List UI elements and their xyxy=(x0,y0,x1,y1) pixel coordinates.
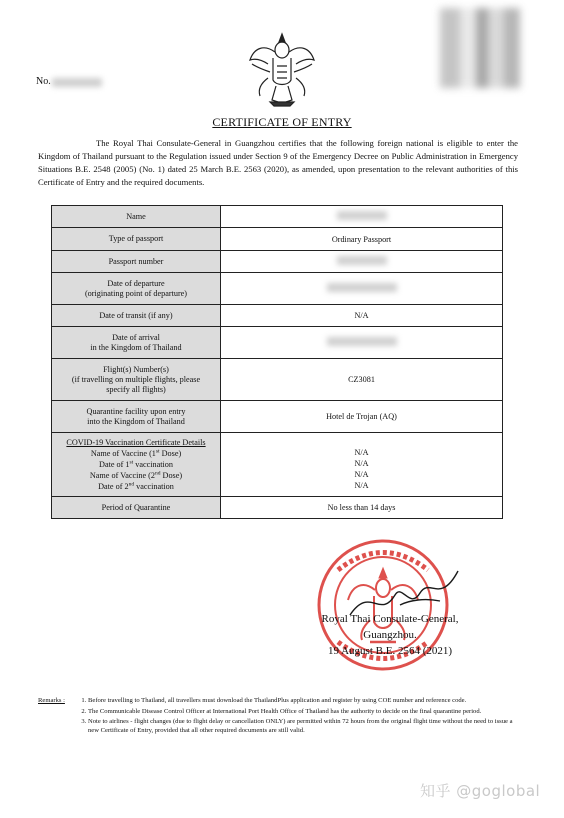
remarks-section xyxy=(38,697,518,737)
flight-label-line1: Flight(s) Number(s) xyxy=(103,364,169,374)
certificate-table xyxy=(51,205,503,519)
applicant-photo xyxy=(440,8,520,88)
vaccine-name-1-value: N/A xyxy=(354,447,369,457)
vaccine-name-2-label: Name of Vaccine (2nd Dose) xyxy=(89,470,183,480)
table-row-transit xyxy=(52,305,503,327)
quarantine-label-line1: Quarantine facility upon entry xyxy=(86,406,186,416)
vaccination-label xyxy=(52,433,221,497)
table-row-departure xyxy=(52,273,503,305)
signature-block xyxy=(300,611,480,659)
flight-label xyxy=(52,359,221,401)
vaccine-name-1-label: Name of Vaccine (1st Dose) xyxy=(90,448,182,458)
watermark: 知乎 @goglobal xyxy=(420,782,541,800)
vaccine-date-1-label: Date of 1st vaccination xyxy=(99,459,173,469)
remark-item: 1. Before travelling to Thailand, all travellers must download the ThailandPlus application and register by using COE number and reference code. xyxy=(88,697,518,706)
quarantine-facility-value: Hotel de Trojan (AQ) xyxy=(221,401,503,433)
intro-paragraph: The Royal Thai Consulate-General in Guangzhou certifies that the following foreign national is eligible to enter the Kingdom of Thailand pursuant to the Regulation issued under Section 9 of the Emergency Decree on Public Administration in Emergency Situations B.E. 2548 (2005) (No. 1) dated 25 March B.E. 2563 (2020), as amended, upon presentation to the relevant authorities of this Certificate of Entry and the required documents. xyxy=(38,138,518,187)
table-row-passport-type xyxy=(52,228,503,251)
departure-value-redacted xyxy=(221,273,503,305)
arrival-label-line1: Date of arrival xyxy=(112,332,160,342)
vaccine-name-2-value: N/A xyxy=(354,469,369,479)
vaccine-date-2-label: Date of 2nd vaccination xyxy=(98,481,174,491)
table-row-flight xyxy=(52,359,503,401)
table-row-period xyxy=(52,497,503,519)
transit-value: N/A xyxy=(221,305,503,327)
period-label: Period of Quarantine xyxy=(52,497,221,519)
quarantine-facility-label xyxy=(52,401,221,433)
signature-line2: Guangzhou. xyxy=(363,629,417,641)
signature-line1: Royal Thai Consulate-General, xyxy=(321,613,459,625)
arrival-label xyxy=(52,327,221,359)
passport-type-value: Ordinary Passport xyxy=(221,228,503,251)
remark-item: 3. Note to airlines - flight changes (due to flight delay or cancellation ONLY) are permitted within 72 hours from the original flight time without the need to issue a new Certificate of Entry, provided that all other required documents are still valid. xyxy=(88,718,518,735)
vaccination-head: COVID-19 Vaccination Certificate Details xyxy=(66,438,206,447)
document-number-label: No. xyxy=(36,76,51,87)
flight-value: CZ3081 xyxy=(221,359,503,401)
arrival-label-line2: in the Kingdom of Thailand xyxy=(90,342,182,352)
table-row-vaccination xyxy=(52,433,503,497)
quarantine-label-line2: into the Kingdom of Thailand xyxy=(87,416,185,426)
departure-label xyxy=(52,273,221,305)
passport-number-label: Passport number xyxy=(52,251,221,273)
vaccine-date-1-value: N/A xyxy=(354,458,369,468)
arrival-value-redacted xyxy=(221,327,503,359)
document-title: CERTIFICATE OF ENTRY xyxy=(212,115,352,129)
table-row-arrival xyxy=(52,327,503,359)
vaccination-values xyxy=(221,433,503,497)
remark-item: 2. The Communicable Disease Control Officer at International Port Health Office of Thailand has the authority to decide on the final quarantine period. xyxy=(88,708,518,717)
departure-label-line1: Date of departure xyxy=(107,278,165,288)
period-value: No less than 14 days xyxy=(221,497,503,519)
passport-type-label: Type of passport xyxy=(52,228,221,251)
table-row-passport-number xyxy=(52,251,503,273)
name-value-redacted xyxy=(221,206,503,228)
flight-label-line3: specify all flights) xyxy=(106,384,166,394)
vaccine-date-2-value: N/A xyxy=(354,480,369,490)
name-label: Name xyxy=(52,206,221,228)
transit-label: Date of transit (if any) xyxy=(52,305,221,327)
garuda-emblem-icon xyxy=(246,30,318,108)
departure-label-line2: (originating point of departure) xyxy=(84,288,188,298)
table-row-name xyxy=(52,206,503,228)
document-number-redacted xyxy=(52,78,102,87)
flight-label-line2: (if travelling on multiple flights, please xyxy=(71,374,201,384)
table-row-quarantine-facility xyxy=(52,401,503,433)
passport-number-redacted xyxy=(221,251,503,273)
remarks-label: Remarks : xyxy=(38,697,65,704)
signature-date: 19 August B.E. 2564 (2021) xyxy=(327,645,453,657)
